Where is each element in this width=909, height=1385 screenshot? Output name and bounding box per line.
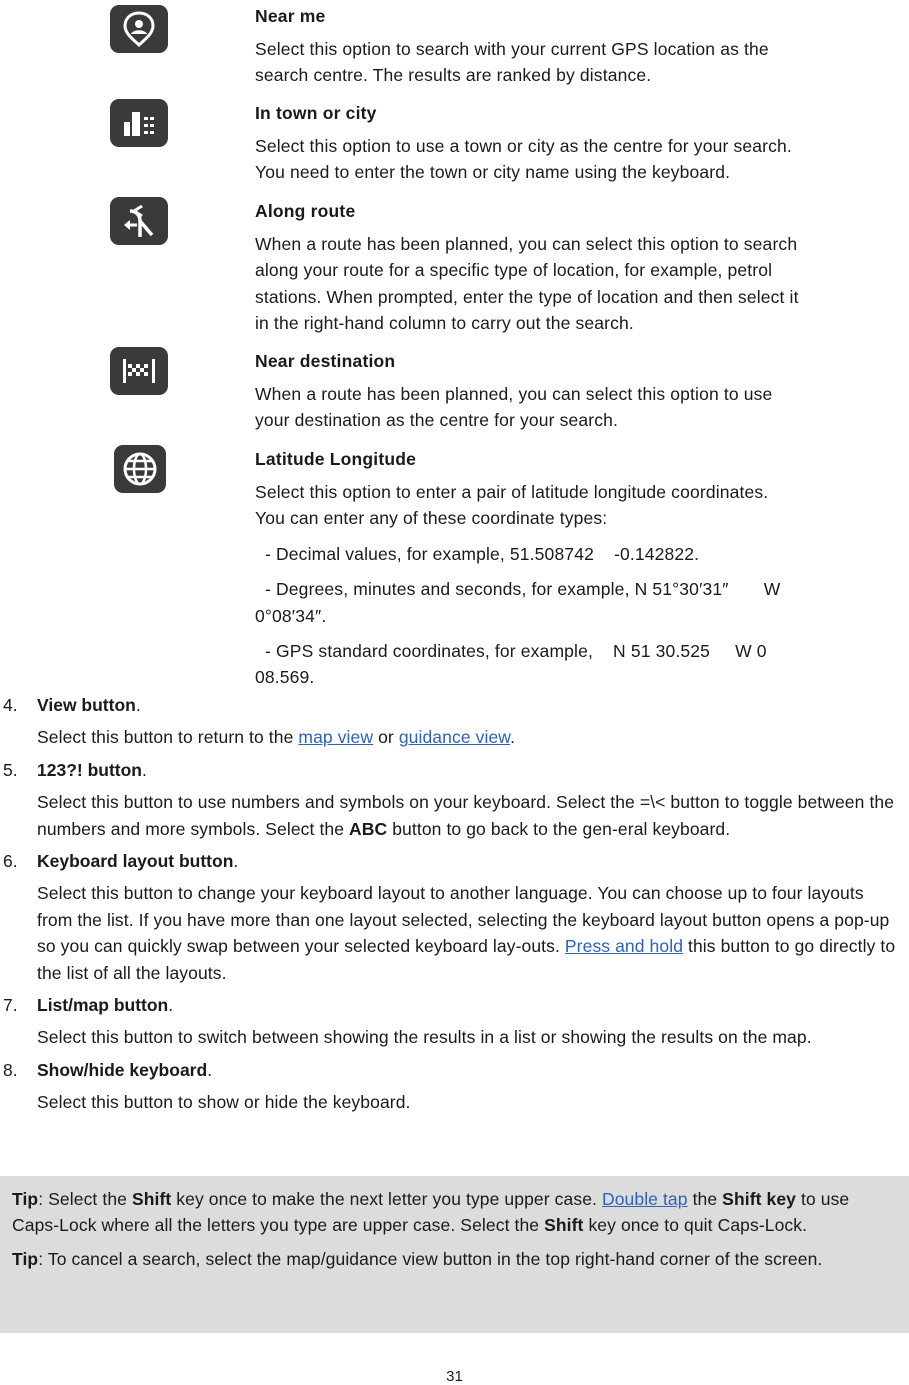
tip-label: Tip	[12, 1248, 39, 1269]
option-title: Latitude Longitude	[255, 449, 417, 469]
tip-box	[0, 1176, 909, 1333]
option-title: Near destination	[255, 351, 396, 371]
map-view-link[interactable]: map view	[298, 727, 374, 748]
tip-text: : To cancel a search, select the map/guidance view button in the top right-hand corner of the screen.	[38, 1248, 823, 1269]
item-label: View button.	[37, 695, 141, 715]
item-number: 7.	[3, 995, 18, 1016]
item-number: 4.	[3, 695, 18, 715]
desc-text: this button to go directly to the list of all the layouts.	[37, 936, 896, 983]
item-show-hide-keyboard	[0, 1057, 909, 1116]
item-desc: Select this button to switch between showing the results in a list or showing the results on the map.	[37, 1027, 812, 1048]
item-label: Keyboard layout button.	[37, 851, 239, 872]
numbered-items	[0, 692, 909, 1122]
desc-line: Select this option to use a town or city as the centre for your search.	[255, 136, 792, 156]
item-desc	[37, 789, 903, 842]
tip-cancel-search	[0, 1246, 909, 1272]
coordinate-example-decimal	[255, 541, 895, 567]
item-desc	[37, 724, 903, 750]
shift-key-label: Shift	[131, 1189, 172, 1209]
bullet-line: 0°08′34″.	[255, 605, 327, 626]
guidance-view-link[interactable]: guidance view	[398, 727, 511, 748]
item-label-text: Keyboard layout button	[37, 851, 234, 872]
shift-key-label: Shift	[544, 1215, 584, 1236]
desc-line: When a route has been planned, you can select this option to search	[255, 234, 798, 254]
item-label-text: 123?! button	[37, 759, 142, 780]
option-desc	[255, 381, 895, 434]
desc-line: Select this option to search with your current GPS location as the	[255, 39, 769, 59]
item-label-text: List/map button	[37, 995, 169, 1016]
coordinate-example-dms	[255, 576, 895, 629]
desc-line: search centre. The results are ranked by distance.	[255, 65, 652, 86]
desc-line: stations. When prompted, enter the type of location and then select it	[255, 286, 799, 307]
bullet-line: - Degrees, minutes and seconds, for example, N 51°30′31″ W	[255, 579, 781, 600]
town-city-icon[interactable]	[110, 99, 168, 147]
desc-line: You need to enter the town or city name using the keyboard.	[255, 162, 731, 183]
tip-label: Tip	[12, 1189, 39, 1209]
bullet-line: 08.569.	[255, 667, 315, 688]
item-label: List/map button.	[37, 995, 174, 1016]
option-desc	[255, 479, 895, 532]
near-destination-icon[interactable]	[110, 347, 168, 395]
desc-text: .	[510, 727, 516, 748]
desc-line: in the right-hand column to carry out the search.	[255, 313, 634, 334]
desc-text: Select this button to use numbers and symbols on your keyboard. Select the =\< button to toggle between the numbers and more symbols. Select the	[37, 792, 895, 839]
option-title: Near me	[255, 6, 326, 26]
item-number: 6.	[3, 851, 18, 872]
desc-text: Select this button to return to the	[37, 727, 299, 748]
item-label-text: Show/hide keyboard	[37, 1059, 208, 1080]
desc-text: button to go back to the gen-eral keyboard.	[387, 818, 731, 839]
tip-text: key once to quit Caps-Lock.	[583, 1215, 808, 1236]
desc-line: your destination as the centre for your search.	[255, 410, 619, 431]
option-title: Along route	[255, 201, 356, 221]
tip-text: to use Caps-Lock where all the letters you type are upper case. Select the	[12, 1189, 850, 1236]
desc-line: Select this option to enter a pair of latitude longitude coordinates.	[255, 482, 769, 502]
item-label-text: View button	[37, 695, 136, 715]
desc-text: or	[373, 727, 399, 748]
along-route-icon[interactable]	[110, 197, 168, 245]
desc-text: Select this button to change your keyboard layout to another language. You can choose up to four layouts from the list. If you have more than one layout selected, selecting the keyboard layout button opens a pop-up so you can quickly swap between your selected keyboard lay-outs.	[37, 883, 890, 957]
tip-shift	[0, 1186, 909, 1239]
globe-icon[interactable]	[114, 445, 166, 493]
shift-key-label: Shift key	[722, 1189, 797, 1209]
option-desc	[255, 36, 895, 89]
press-and-hold-link[interactable]: Press and hold	[564, 936, 684, 957]
bullet-line: - Decimal values, for example, 51.508742 -0.142822.	[255, 543, 700, 564]
tip-text: : Select the	[38, 1189, 132, 1209]
item-label: Show/hide keyboard.	[37, 1059, 213, 1080]
desc-line: When a route has been planned, you can select this option to use	[255, 384, 773, 404]
near-me-icon[interactable]	[110, 5, 168, 53]
abc-key-label: ABC	[349, 818, 388, 839]
item-keyboard-layout-button	[0, 848, 909, 986]
item-number: 5.	[3, 759, 18, 780]
item-123-button	[0, 757, 909, 842]
option-title: In town or city	[255, 103, 377, 123]
desc-line: along your route for a specific type of location, for example, petrol	[255, 260, 773, 281]
tip-text: key once to make the next letter you type upper case.	[171, 1189, 602, 1209]
coordinate-example-gps	[255, 638, 895, 691]
item-number: 8.	[3, 1059, 18, 1080]
desc-line: You can enter any of these coordinate types:	[255, 508, 608, 529]
option-desc	[255, 231, 895, 337]
item-label: 123?! button.	[37, 759, 147, 780]
option-desc	[255, 133, 895, 186]
item-list-map-button	[0, 992, 909, 1051]
tip-text: the	[687, 1189, 723, 1209]
item-desc: Select this button to show or hide the keyboard.	[37, 1092, 411, 1113]
double-tap-link[interactable]: Double tap	[601, 1189, 688, 1209]
bullet-line: - GPS standard coordinates, for example, N 51 30.525 W 0	[255, 641, 767, 662]
page-number: 31	[446, 1368, 463, 1385]
item-desc	[37, 880, 903, 986]
item-view-button	[0, 692, 909, 751]
